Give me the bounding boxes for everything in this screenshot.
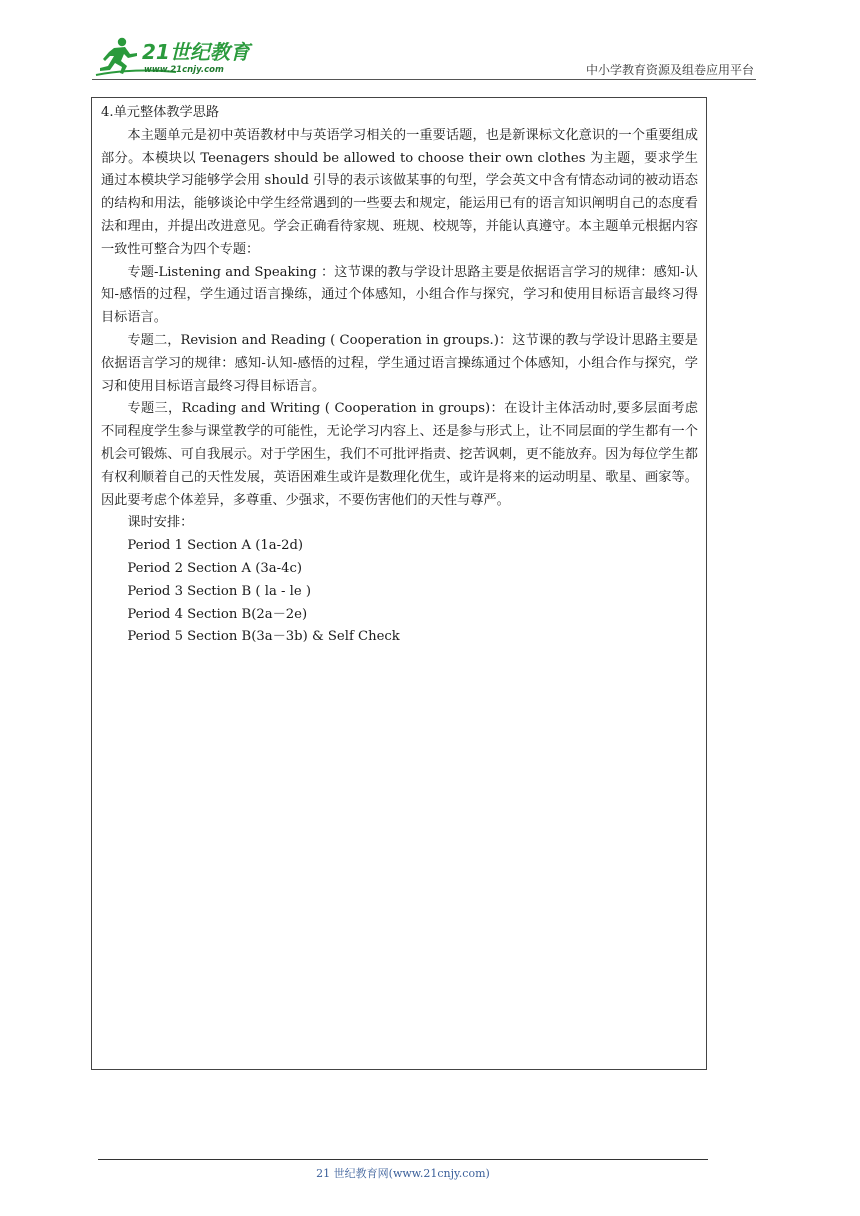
header-divider: [92, 79, 756, 80]
page-header: [92, 34, 756, 78]
paragraph-topic-2: 专题二，Revision and Reading ( Cooperation in groups.)：这节课的教与学设计思路主要是依据语言学习的规律：感知-认知-感悟的过程，学生通过语言操练通过个体感知，小组合作与探究，学习和使用目标语言最终习得目标语言。: [101, 332, 698, 394]
paragraph-intro: 本主题单元是初中英语教材中与英语学习相关的一重要话题，也是新课标文化意识的一个重要组成部分。本模块以 Teenagers should be allowed to choose their own clothes 为主题，要求学生通过本模块学习能够学会用 should 引导的表示该做某事的句型，学会英文中含有情态动词的被动语态的结构和用法，能够谈论中学生经常遇到的一些要去和规定，能运用已有的语言知识阐明自己的态度看法和理由，并提出改进意见。学会正确看待家规、班规、校规等，并能认真遵守。本主题单元根据内容一致性可整合为四个专题：: [101, 127, 698, 257]
period-item: Period 3 Section B ( la - le ): [127, 583, 312, 599]
paragraph-topic-1: 专题-Listening and Speaking ：这节课的教与学设计思路主要是依据语言学习的规律：感知-认知-感悟的过程，学生通过语言操练，通过个体感知，小组合作与探究，学习和使用目标语言最终习得目标语言。: [101, 264, 698, 326]
site-logo: [92, 34, 262, 78]
content-box: [91, 97, 707, 1070]
paragraph-topic-3: 专题三，Rcading and Writing ( Cooperation in groups)：在设计主体活动时,要多层面考虑不同程度学生参与课堂教学的可能性，无论学习内容上、还是参与形式上，让不同层面的学生都有一个机会可锻炼、可自我展示。对于学困生，我们不可批评指责、挖苦讽刺，更不能放弃。因为每位学生都有权利顺着自己的天性发展，英语困难生或许是数理化优生，或许是将来的运动明星、歌星、画家等。因此要考虑个体差异，多尊重、少强求，不要伤害他们的天性与尊严。: [101, 401, 698, 508]
period-item: Period 2 Section A (3a-4c): [127, 560, 303, 576]
logo-url-text: www.21cnjy.com: [144, 65, 224, 75]
page-footer: 21 世纪教育网(www.21cnjy.com): [316, 1167, 490, 1180]
section-heading: 4.单元整体教学思路: [101, 105, 220, 120]
period-item: Period 5 Section B(3a－3b) & Self Check: [127, 629, 400, 645]
footer-divider: [98, 1159, 708, 1160]
logo-main-text: 21世纪教育: [142, 40, 250, 64]
period-item: Period 1 Section A (1a-2d): [127, 538, 304, 554]
schedule-title: 课时安排：: [127, 515, 194, 531]
runner-icon: [100, 38, 137, 74]
platform-name: 中小学教育资源及组卷应用平台: [585, 63, 754, 77]
period-item: Period 4 Section B(2a－2e): [127, 606, 308, 622]
